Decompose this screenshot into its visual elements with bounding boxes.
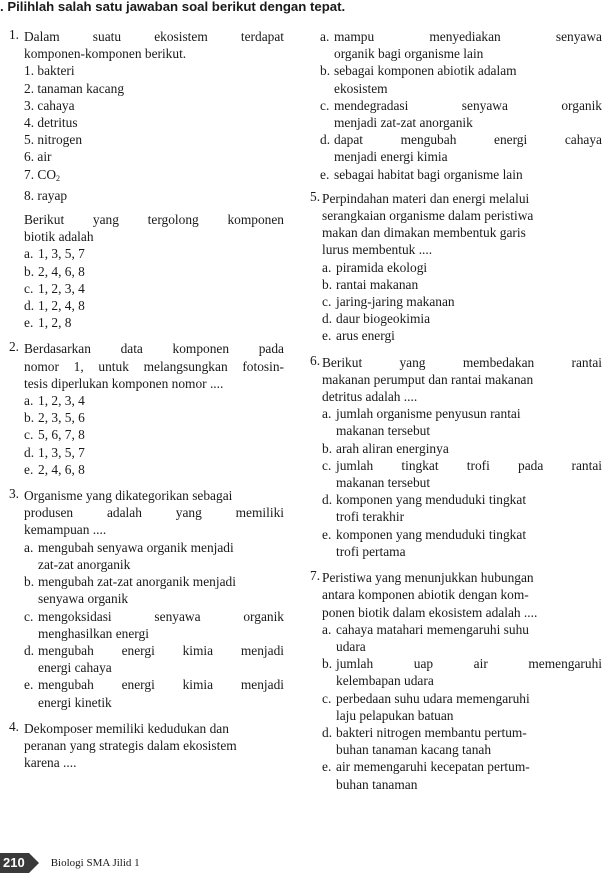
list-item: 6. air — [24, 149, 52, 165]
question-stem-line: makan dan dimakan membentuk garis — [322, 225, 526, 241]
question-stem-line: Organisme yang dikategorikan sebagai — [24, 488, 233, 504]
left-column — [2, 28, 284, 771]
question-number: 1. — [8, 27, 19, 42]
list-item: 4. detritus — [24, 115, 78, 131]
question-7 — [310, 569, 602, 793]
answer-option[interactable]: e. 2, 4, 6, 8 — [24, 461, 85, 477]
list-item: 1. bakteri — [24, 63, 75, 79]
answer-option[interactable]: e. arus energi — [322, 328, 395, 344]
question-stem-line: Berdasarkan data komponen pada — [24, 341, 284, 357]
question-stem-line: lurus membentuk .... — [322, 242, 433, 258]
question-stem-line: Peristiwa yang menunjukkan hubungan — [322, 570, 534, 586]
answer-option[interactable]: e. air memengaruhi kecepatan pertum- buhan tanaman — [322, 759, 530, 792]
answer-option[interactable]: e. 1, 2, 8 — [24, 315, 72, 331]
answer-option[interactable]: d. komponen yang menduduki tingkat trofi terakhir — [322, 492, 527, 525]
book-title: Biologi SMA Jilid 1 — [50, 856, 140, 869]
answer-option[interactable]: b. 2, 3, 5, 6 — [24, 410, 85, 426]
subscript: 2 — [56, 173, 60, 183]
question-stem-line: biotik adalah — [24, 229, 94, 245]
answer-option[interactable]: c. mendegradasi senyawa organik menjadi zat-zat anorganik — [320, 97, 602, 131]
question-stem-line: komponen-komponen berikut. — [24, 46, 187, 62]
question-stem-line: detritus adalah .... — [322, 389, 418, 405]
question-number: 7. — [310, 568, 321, 584]
question-stem-line: ponen biotik dalam ekosistem adalah .... — [322, 604, 538, 620]
question-5 — [310, 190, 602, 345]
answer-option[interactable]: e. mengubah energi kimia menjadi energi kinetik — [24, 677, 284, 710]
question-stem-line: karena .... — [24, 755, 77, 771]
question-number: 2. — [8, 339, 19, 355]
question-stem-line: Dekomposer memiliki kedudukan dan — [24, 720, 229, 736]
question-stem-line: Berikut yang tergolong komponen — [24, 212, 284, 228]
question-stem-line: serangkaian organisme dalam peristiwa — [322, 208, 534, 224]
answer-option[interactable]: a. cahaya matahari memengaruhi suhu udara — [322, 621, 529, 654]
list-item: 7. $CO_2$ — [24, 166, 60, 183]
question-number: 5. — [310, 188, 321, 204]
question-stem-line: peranan yang strategis dalam ekosistem — [24, 737, 237, 753]
answer-option[interactable]: e. sebagai habitat bagi organisme lain — [320, 166, 523, 182]
question-stem-line: Berikut yang membedakan rantai — [322, 354, 602, 370]
question-4 — [2, 720, 284, 772]
question-2 — [2, 340, 284, 478]
answer-option[interactable]: c. jumlah tingkat trofi pada rantai makanan tersebut — [322, 457, 602, 491]
page-number: 210 — [0, 853, 29, 873]
answer-option[interactable]: c. 1, 2, 3, 4 — [24, 280, 85, 296]
question-3 — [2, 487, 284, 711]
right-column — [310, 28, 602, 793]
list-item: 3. cahaya — [24, 97, 75, 113]
list-item: 5. nitrogen — [24, 132, 83, 148]
answer-option[interactable]: d. 1, 2, 4, 8 — [24, 298, 85, 314]
question-6 — [310, 354, 602, 560]
question-stem-line: makanan perumput dan rantai makanan — [322, 371, 534, 387]
question-stem-line: produsen adalah yang memiliki — [24, 505, 284, 521]
answer-option[interactable]: a. jumlah organisme penyusun rantai makanan tersebut — [322, 406, 521, 439]
question-stem-line: nomor 1, untuk melangsungkan fotosin- — [24, 358, 284, 374]
answer-option[interactable]: a. piramida ekologi — [322, 259, 428, 275]
answer-option[interactable]: d. 1, 3, 5, 7 — [24, 444, 85, 460]
answer-option[interactable]: a. 1, 3, 5, 7 — [24, 246, 85, 262]
answer-option[interactable]: e. komponen yang menduduki tingkat trofi pertama — [322, 526, 527, 559]
question-number: 4. — [8, 718, 19, 734]
answer-option[interactable]: b. sebagai komponen abiotik adalam ekosistem — [320, 63, 517, 96]
question-number: 3. — [8, 486, 19, 502]
question-stem-line: Perpindahan materi dan energi melalui — [322, 190, 530, 206]
question-4-options — [310, 28, 602, 183]
answer-option[interactable]: b. jumlah uap air memengaruhi kelembapan udara — [322, 656, 602, 689]
question-1 — [2, 28, 284, 331]
answer-option[interactable]: b. 2, 4, 6, 8 — [24, 263, 85, 279]
answer-option[interactable]: d. bakteri nitrogen membantu pertum- buhan tanaman kacang tanah — [322, 724, 527, 758]
answer-option[interactable]: b. arah aliran energinya — [322, 440, 449, 456]
answer-option[interactable]: b. rantai makanan — [322, 276, 419, 292]
list-item: 8. rayap — [24, 187, 68, 203]
question-stem-line: antara komponen abiotik dengan kom- — [322, 587, 529, 603]
answer-option[interactable]: a. mengubah senyawa organik menjadi zat-zat anorganik — [24, 539, 234, 572]
question-stem-line: kemampuan .... — [24, 522, 107, 538]
question-stem-line: tesis diperlukan komponen nomor .... — [24, 375, 224, 391]
answer-option[interactable]: c. perbedaan suhu udara memengaruhi laju pelapukan batuan — [322, 690, 530, 723]
page-footer — [0, 852, 140, 874]
answer-option[interactable]: d. daur biogeokimia — [322, 311, 431, 327]
question-number: 6. — [310, 352, 321, 368]
list-item: 2. tanaman kacang — [24, 80, 125, 96]
answer-option[interactable]: c. 5, 6, 7, 8 — [24, 427, 85, 443]
answer-option[interactable]: a. mampu menyediakan senyawa organik bagi organisme lain — [320, 29, 602, 62]
answer-option[interactable]: b. mengubah zat-zat anorganik menjadi senyawa organik — [24, 574, 236, 607]
answer-option[interactable]: d. dapat mengubah energi cahaya menjadi energi kimia — [320, 132, 602, 165]
instruction-header: . Pilihlah salah satu jawaban soal berikut dengan tepat. — [0, 0, 346, 14]
answer-option[interactable]: a. 1, 2, 3, 4 — [24, 393, 85, 409]
question-stem-line: Dalam suatu ekosistem terdapat — [24, 29, 284, 44]
answer-option[interactable]: c. jaring-jaring makanan — [322, 294, 455, 310]
answer-option[interactable]: c. mengoksidasi senyawa organik menghasilkan energi — [24, 608, 284, 641]
answer-option[interactable]: d. mengubah energi kimia menjadi energi cahaya — [24, 642, 284, 676]
